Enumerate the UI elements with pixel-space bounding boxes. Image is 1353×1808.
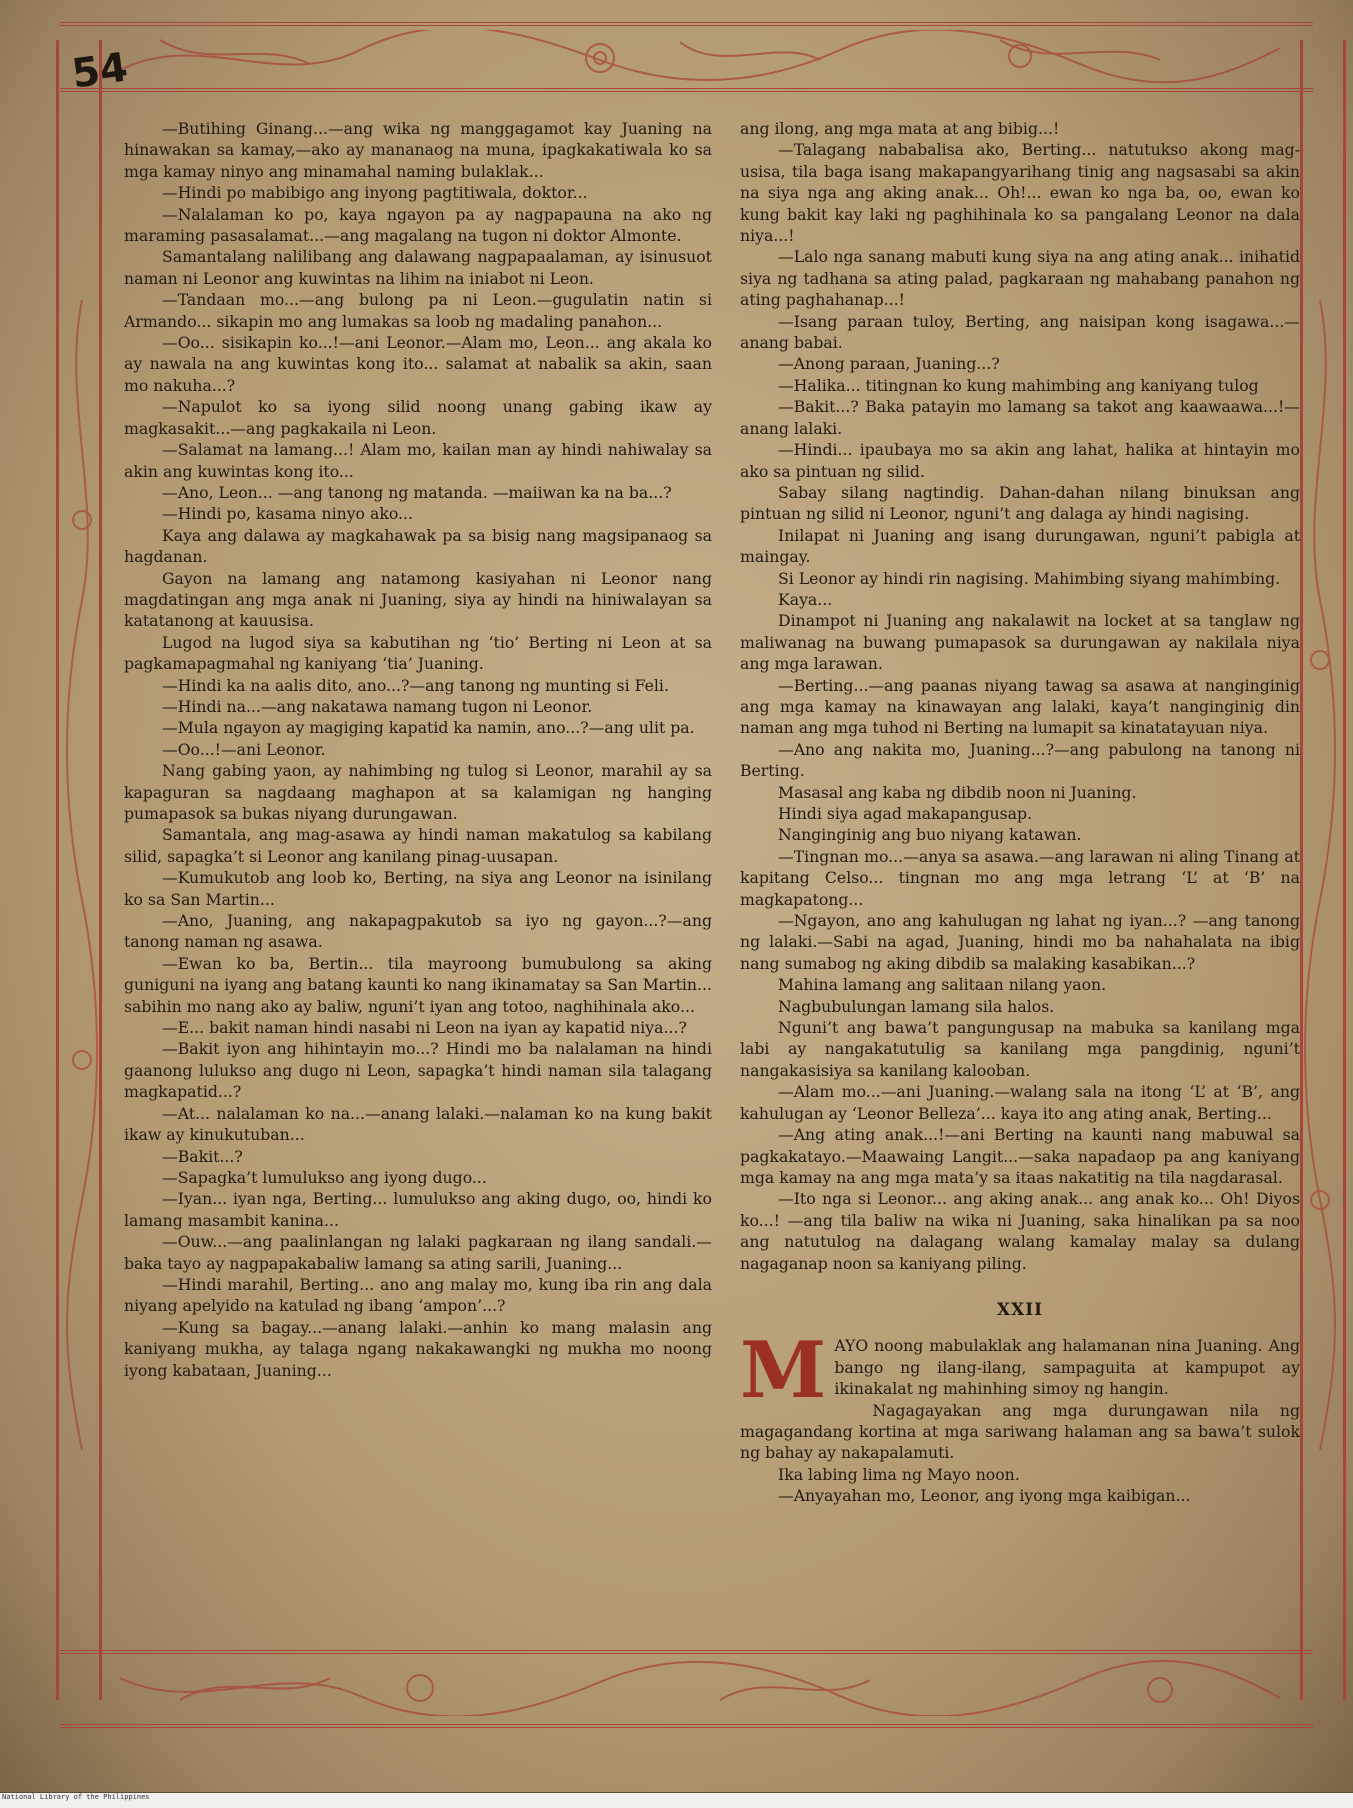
paragraph: ang ilong, ang mga mata at ang bibig...! (740, 119, 1060, 138)
paragraph: —At... nalalaman ko na...—anang lalaki.—nalaman ko na kung bakit ikaw ay kinukutuban... (124, 1103, 712, 1145)
paragraph: Kaya ang dalawa ay magkahawak pa sa bisig nang magsipanaog sa hagdanan. (124, 525, 712, 567)
chapter-paragraph: Nagagayakan ang mga durungawan nila ng magagandang kortina at mga sariwang halaman ang sa bawa’t sulok ng bahay ay nakapalamuti. (740, 1400, 1300, 1463)
chapter-heading: XXII (996, 1299, 1044, 1320)
side-scroll-ornament-icon (62, 300, 102, 1450)
paragraph: —Ouw...—ang paalinlangan ng lalaki pagkaraan ng ilang sandali.—baka tayo ay nagpapakabaliw lamang sa ating sarili, Juaning... (124, 1232, 712, 1273)
dropcap: M (740, 1325, 827, 1417)
paragraph: —Nalalaman ko po, kaya ngayon pa ay nagpapauna na ako ng maraming pasasalamat...—ang magalang na tugon ni doktor Almonte. (124, 204, 712, 246)
paragraph: —Lalo nga sanang mabuti kung siya na ang ating anak... inihatid siya ng tadhana sa ating palad, pagkaraan ng mahabang panahon ng ating paghahanap...! (740, 247, 1300, 310)
paragraph: —Bakit...? Baka patayin mo lamang sa takot ang kaawaawa...!—anang lalaki. (740, 397, 1300, 438)
paragraph: —Iyan... iyan nga, Berting... lumulukso ang aking dugo, oo, hindi ko lamang masambit kanina... (124, 1189, 712, 1230)
paragraph: —Ito nga si Leonor... ang aking anak... ang anak ko... Oh! Diyos ko...! —ang tila baliw na wika ni Juaning, saka hinalikan pa sa noo ang natutulog na dalagang walang kamalay malay sa dulang nagaganap noon sa kaniyang piling. (740, 1189, 1300, 1273)
paragraph: —Hindi po, kasama ninyo ako... (162, 504, 413, 524)
paragraph: —Ano ang nakita mo, Juaning...?—ang pabulong na tanong ni Berting. (740, 739, 1300, 781)
chapter-paragraph: AYO noong mabulaklak ang halamanan nina Juaning. Ang bango ng ilang-ilang, sampaguita at kampupot ay ikinakalat ng mahinhing simoy ng hangin. (834, 1336, 1300, 1399)
paragraph: Sabay silang nagtindig. Dahan-dahan nilang binuksan ang pintuan ng silid ni Leonor, nguni’t ang dalaga ay hindi nagising. (740, 482, 1300, 524)
chapter-body (740, 1325, 1300, 1506)
paragraph: Hindi siya agad makapangusap. (778, 804, 1033, 823)
paragraph: —Ano, Juaning, ang nakapagpakutob sa iyo ng gayon...?—ang tanong naman ng asawa. (124, 911, 712, 952)
paragraph: —Napulot ko sa iyong silid noong unang gabing ikaw ay magkasakit...—ang pagkakaila ni Leon. (124, 397, 712, 438)
paragraph: —Anong paraan, Juaning...? (778, 354, 1000, 374)
paragraph: Mahina lamang ang salitaan nilang yaon. (778, 975, 1107, 995)
paragraph: Nang gabing yaon, ay nahimbing ng tulog si Leonor, marahil ay sa kapaguran sa nagdaang maghapon at sa kalamigan ng hanging pumapasok sa bukas niyang durungawan. (124, 761, 712, 823)
paragraph: Nguni’t ang bawa’t pangungusap na mabuka sa kanilang mga labi ay nangakatutulig sa kanilang mga pangdinig, nguni’t nangakasisiya sa kanilang kalooban. (740, 1018, 1300, 1080)
paragraph: —Oo... sisikapin ko...!—ani Leonor.—Alam mo, Leon... ang akala ko ay nawala na ang kuwintas kong ito... salamat at nabalik sa akin, saan mo nakuha...? (124, 333, 712, 395)
paragraph: Samantala, ang mag-asawa ay hindi naman makatulog sa kabilang silid, sapagka’t si Leonor ang kanilang pinag-uusapan. (124, 825, 712, 866)
paragraph: —Hindi na...—ang nakatawa namang tugon ni Leonor. (162, 696, 593, 716)
right-text-column (740, 118, 1300, 1648)
right-paragraphs (740, 118, 1300, 1274)
paragraph: —Bakit...? (162, 1146, 243, 1166)
left-text-column (124, 118, 712, 1648)
scroll-ornament-icon (120, 30, 1280, 86)
page-number: 54 (69, 44, 131, 98)
paragraph: —Berting...—ang paanas niyang tawag sa asawa at nanginginig ang mga kamay na kinawayan ang lalaki, kaya’t nanginginig din naman ang mga tuhod ni Berting na lumapit sa kinatatayuan niya. (740, 675, 1300, 738)
paragraph: —Salamat na lamang...! Alam mo, kailan man ay hindi nahiwalay sa akin ang kuwintas kong ito... (124, 440, 712, 481)
paragraph: —Talagang nababalisa ako, Berting... natutukso akong mag-usisa, tila baga isang makapangyarihang tinig ang nagsasabi sa akin na siya nga ang aking anak... Oh!... ewan ko nga ba, oo, ewan ko kung bakit kay laki ng paghihinala ko sa pangalang Leonor na dala niya...! (740, 140, 1300, 246)
paragraph: —Hindi... ipaubaya mo sa akin ang lahat, halika at hintayin mo ako sa pintuan ng silid. (740, 440, 1300, 481)
paragraph: Gayon na lamang ang natamong kasiyahan ni Leonor nang magdatingan ang mga anak ni Juaning, siya ay hindi na hiniwalayan sa katatanong at kauusisa. (124, 568, 712, 631)
paragraph: —Hindi marahil, Berting... ano ang malay mo, kung iba rin ang dala niyang apelyido na katulad ng ibang ‘ampon’...? (124, 1274, 712, 1316)
paragraph: —Ngayon, ano ang kahulugan ng lahat ng iyan...? —ang tanong ng lalaki.—Sabi na agad, Juaning, hindi mo ba nahahalata na ibig nang sumabog ng aking dibdib sa malaking kasabikan...? (740, 911, 1300, 973)
paragraph: Inilapat ni Juaning ang isang durungawan, nguni’t pabigla at maingay. (740, 525, 1300, 567)
paragraph: Nagbubulungan lamang sila halos. (778, 996, 1055, 1016)
paragraph: Lugod na lugod siya sa kabutihan ng ‘tio’ Berting ni Leon at sa pagkamapagmahal ng kaniyang ‘tia’ Juaning. (124, 632, 712, 674)
scroll-ornament-icon (120, 1660, 1280, 1716)
side-scroll-ornament-icon (1300, 300, 1340, 1450)
paragraph: Samantalang nalilibang ang dalawang nagpapaalaman, ay isinusuot naman ni Leonor ang kuwintas na lihim na iniabot ni Leon. (124, 247, 712, 288)
chapter-paragraph: Ika labing lima ng Mayo noon. (778, 1464, 1020, 1484)
paragraph: —Mula ngayon ay magiging kapatid ka namin, ano...?—ang ulit pa. (162, 718, 695, 738)
paragraph: —Tandaan mo...—ang bulong pa ni Leon.—gugulatin natin si Armando... sikapin mo ang lumakas sa loob ng madaling panahon... (124, 290, 712, 331)
paragraph: Kaya... (778, 589, 833, 609)
paragraph: —E... bakit naman hindi nasabi ni Leon na iyan ay kapatid niya...? (162, 1018, 687, 1038)
paragraph: Masasal ang kaba ng dibdib noon ni Juaning. (778, 782, 1137, 802)
paragraph: —Tingnan mo...—anya sa asawa.—ang larawan ni aling Tinang at kapitang Celso... tingnan mo ang mga letrang ‘L’ at ‘B’ na magkapatong... (740, 846, 1300, 909)
library-credit: National Library of the Philippines (0, 1793, 1353, 1808)
paragraph: —Sapagka’t lumulukso ang iyong dugo... (162, 1167, 487, 1187)
paragraph: —Halika... titingnan ko kung mahimbing ang kaniyang tulog (778, 375, 1259, 395)
paragraph: —Butihing Ginang...—ang wika ng manggagamot kay Juaning na hinawakan sa kamay,—ako ay mananaog na muna, ipagkakatiwala ko sa mga kamay ninyo ang minamahal naming bulaklak... (124, 119, 712, 181)
paragraph: —Hindi po mabibigo ang inyong pagtitiwala, doktor... (162, 183, 588, 203)
paragraph: —Ewan ko ba, Bertin... tila mayroong bumubulong sa aking guniguni na iyang ang batang kaunti ko nang ikinamatay sa San Martin... sabihin mo nang ako ay baliw, nguni’t iyan ang totoo, naghihinala ako... (124, 953, 712, 1016)
paragraph: —Kumukutob ang loob ko, Berting, na siya ang Leonor na isinilang ko sa San Martin... (124, 868, 712, 909)
paragraph: —Ano, Leon... —ang tanong ng matanda. —maiiwan ka na ba...? (162, 482, 672, 502)
paragraph: Dinampot ni Juaning ang nakalawit na locket at sa tanglaw ng maliwanag na buwang pumapasok sa durungawan ay nakilala niya ang mga larawan. (740, 611, 1300, 674)
paragraph: —Alam mo...—ani Juaning.—walang sala na itong ‘L’ at ‘B’, ang kahulugan ay ‘Leonor Belleza’... kaya ito ang ating anak, Berting... (740, 1082, 1300, 1123)
paragraph: —Ang ating anak...!—ani Berting na kaunti nang mabuwal sa pagkakatayo.—Maawaing Langit...—saka napadaop pa ang kaniyang mga kamay na ang mga mata’y sa itaas nakatitig na tila nagdarasal. (740, 1125, 1300, 1187)
paragraph: —Isang paraan tuloy, Berting, ang naisipan kong isagawa...—anang babai. (740, 311, 1300, 353)
paragraph: Nanginginig ang buo niyang katawan. (778, 825, 1082, 845)
paragraph: Si Leonor ay hindi rin nagising. Mahimbing siyang mahimbing. (778, 568, 1281, 588)
paragraph: —Hindi ka na aalis dito, ano...?—ang tanong ng munting si Feli. (162, 675, 669, 695)
paragraph: —Kung sa bagay...—anang lalaki.—anhin ko mang malasin ang kaniyang mukha, ay talaga ngang nakakawangki ng mukha mo noong iyong kabataan, Juaning... (124, 1317, 712, 1380)
paragraph: —Oo...!—ani Leonor. (162, 739, 326, 759)
paragraph: —Bakit iyon ang hihintayin mo...? Hindi mo ba nalalaman na hindi gaanong lulukso ang dugo ni Leon, sapagka’t hindi naman sila talagang magkapatid...? (124, 1039, 712, 1102)
chapter-paragraph: —Anyayahan mo, Leonor, ang iyong mga kaibigan... (778, 1486, 1191, 1506)
